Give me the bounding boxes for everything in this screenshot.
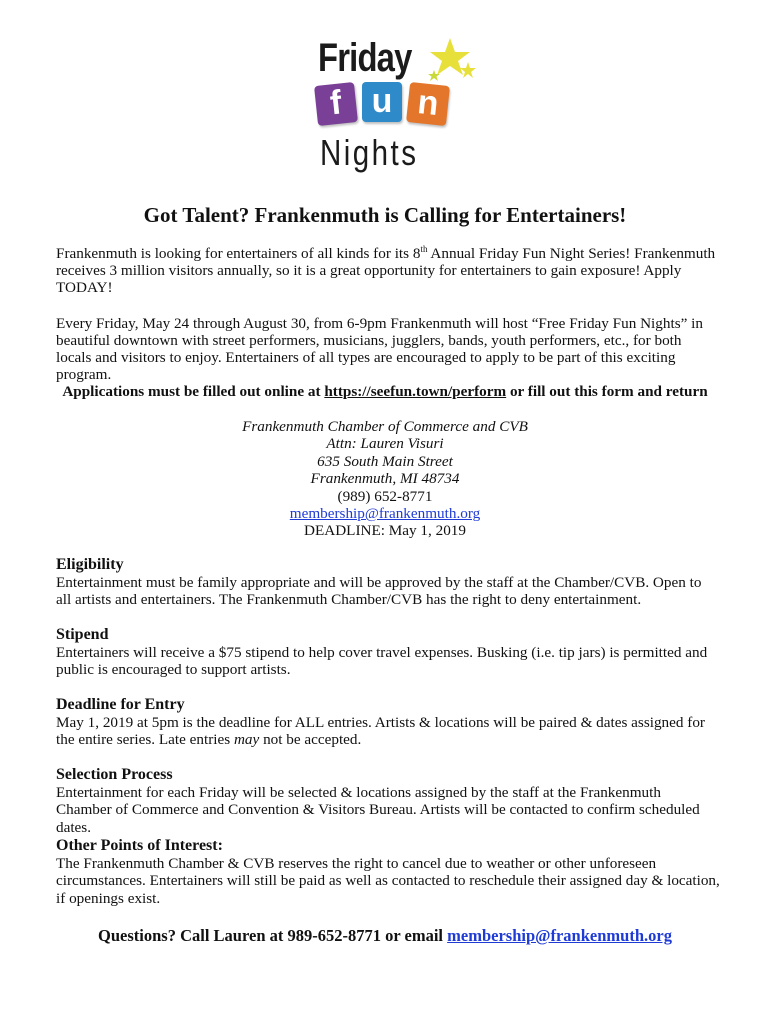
apply-text-before: Applications must be filled out online at	[62, 383, 325, 400]
friday-fun-nights-logo	[308, 36, 468, 176]
section-deadline	[56, 696, 720, 749]
section-body: Entertainment must be family appropriate and will be approved by the staff at the Chamber/CVB. Open to all artists and entertainers. The Frankenmuth Chamber/CVB has the right to deny entertainment.	[56, 574, 702, 609]
section-body: Entertainers will receive a $75 stipend to help cover travel expenses. Busking (i.e. tip jars) is permitted and public is encouraged to support artists.	[56, 644, 708, 679]
application-url-link[interactable]: https://seefun.town/perform	[324, 383, 507, 400]
section-body: The Frankenmuth Chamber & CVB reserves the right to cancel due to weather or other unforeseen circumstances. Entertainers will still be paid as well as contacted to reschedule their assigned day & location, if openings exist.	[56, 855, 720, 907]
logo-letter-n: n	[406, 82, 450, 126]
address-street: 635 South Main Street	[317, 452, 453, 470]
section-heading: Deadline for Entry	[56, 696, 185, 713]
section-body: Entertainment for each Friday will be selected & locations assigned by the staff at the Frankenmuth Chamber of Commerce and Convention & Visitors Bureau. Artists will be contacted to confirm scheduled dates.	[56, 784, 700, 836]
logo-nights-text: Nights	[320, 132, 419, 173]
questions-email-link[interactable]: membership@frankenmuth.org	[447, 926, 672, 945]
logo-friday-text: Friday	[318, 36, 412, 80]
intro-text-2: Annual Friday Fun Night Series! Frankenmuth receives 3 million visitors annually, so it is a great opportunity for entertainers to gain exposure! Apply TODAY!	[56, 245, 716, 296]
questions-text: Questions? Call Lauren at 989-652-8771 or email	[98, 926, 448, 945]
section-heading: Eligibility	[56, 556, 124, 573]
mailing-address	[0, 418, 770, 540]
star-icon	[420, 36, 476, 86]
logo-letter-u: u	[362, 82, 402, 122]
deadline-emphasis: may	[233, 731, 260, 749]
page-title: Got Talent? Frankenmuth is Calling for Entertainers!	[143, 203, 627, 227]
address-phone: (989) 652-8771	[337, 487, 433, 505]
logo-letter-f: f	[314, 82, 358, 126]
section-body	[56, 714, 720, 749]
section-other-points	[56, 837, 720, 907]
section-selection-process	[56, 766, 720, 836]
address-deadline: DEADLINE: May 1, 2019	[304, 522, 466, 540]
questions-footer	[0, 926, 770, 946]
address-org: Frankenmuth Chamber of Commerce and CVB	[242, 418, 528, 435]
schedule-paragraph: Every Friday, May 24 through August 30, from 6-9pm Frankenmuth will host “Free Friday Fun Nights” in beautiful downtown with street performers, musicians, jugglers, bands, youth performers, etc., for both locals and visitors to enjoy. Entertainers of all types are encouraged to apply to be part of this exciting program.	[56, 315, 703, 383]
address-city: Frankenmuth, MI 48734	[310, 470, 460, 488]
deadline-text-2: not be accepted.	[259, 731, 362, 749]
section-heading: Selection Process	[56, 766, 173, 783]
intro-paragraph	[56, 245, 720, 296]
address-email-link[interactable]: membership@frankenmuth.org	[289, 505, 481, 523]
address-attn: Attn: Lauren Visuri	[326, 435, 444, 453]
deadline-text-1: May 1, 2019 at 5pm is the deadline for ALL entries. Artists & locations will be paired & dates assigned for the entire series. Late entries	[56, 714, 705, 749]
application-instructions	[0, 383, 770, 401]
section-stipend	[56, 626, 720, 679]
apply-text-after: or fill out this form and return	[506, 383, 708, 400]
intro-text-1: Frankenmuth is looking for entertainers of all kinds for its 8	[56, 245, 421, 262]
section-eligibility	[56, 556, 720, 609]
logo-fun-blocks	[316, 80, 466, 130]
section-heading: Other Points of Interest:	[56, 837, 223, 854]
intro-superscript: th	[420, 243, 428, 254]
section-heading: Stipend	[56, 626, 109, 643]
